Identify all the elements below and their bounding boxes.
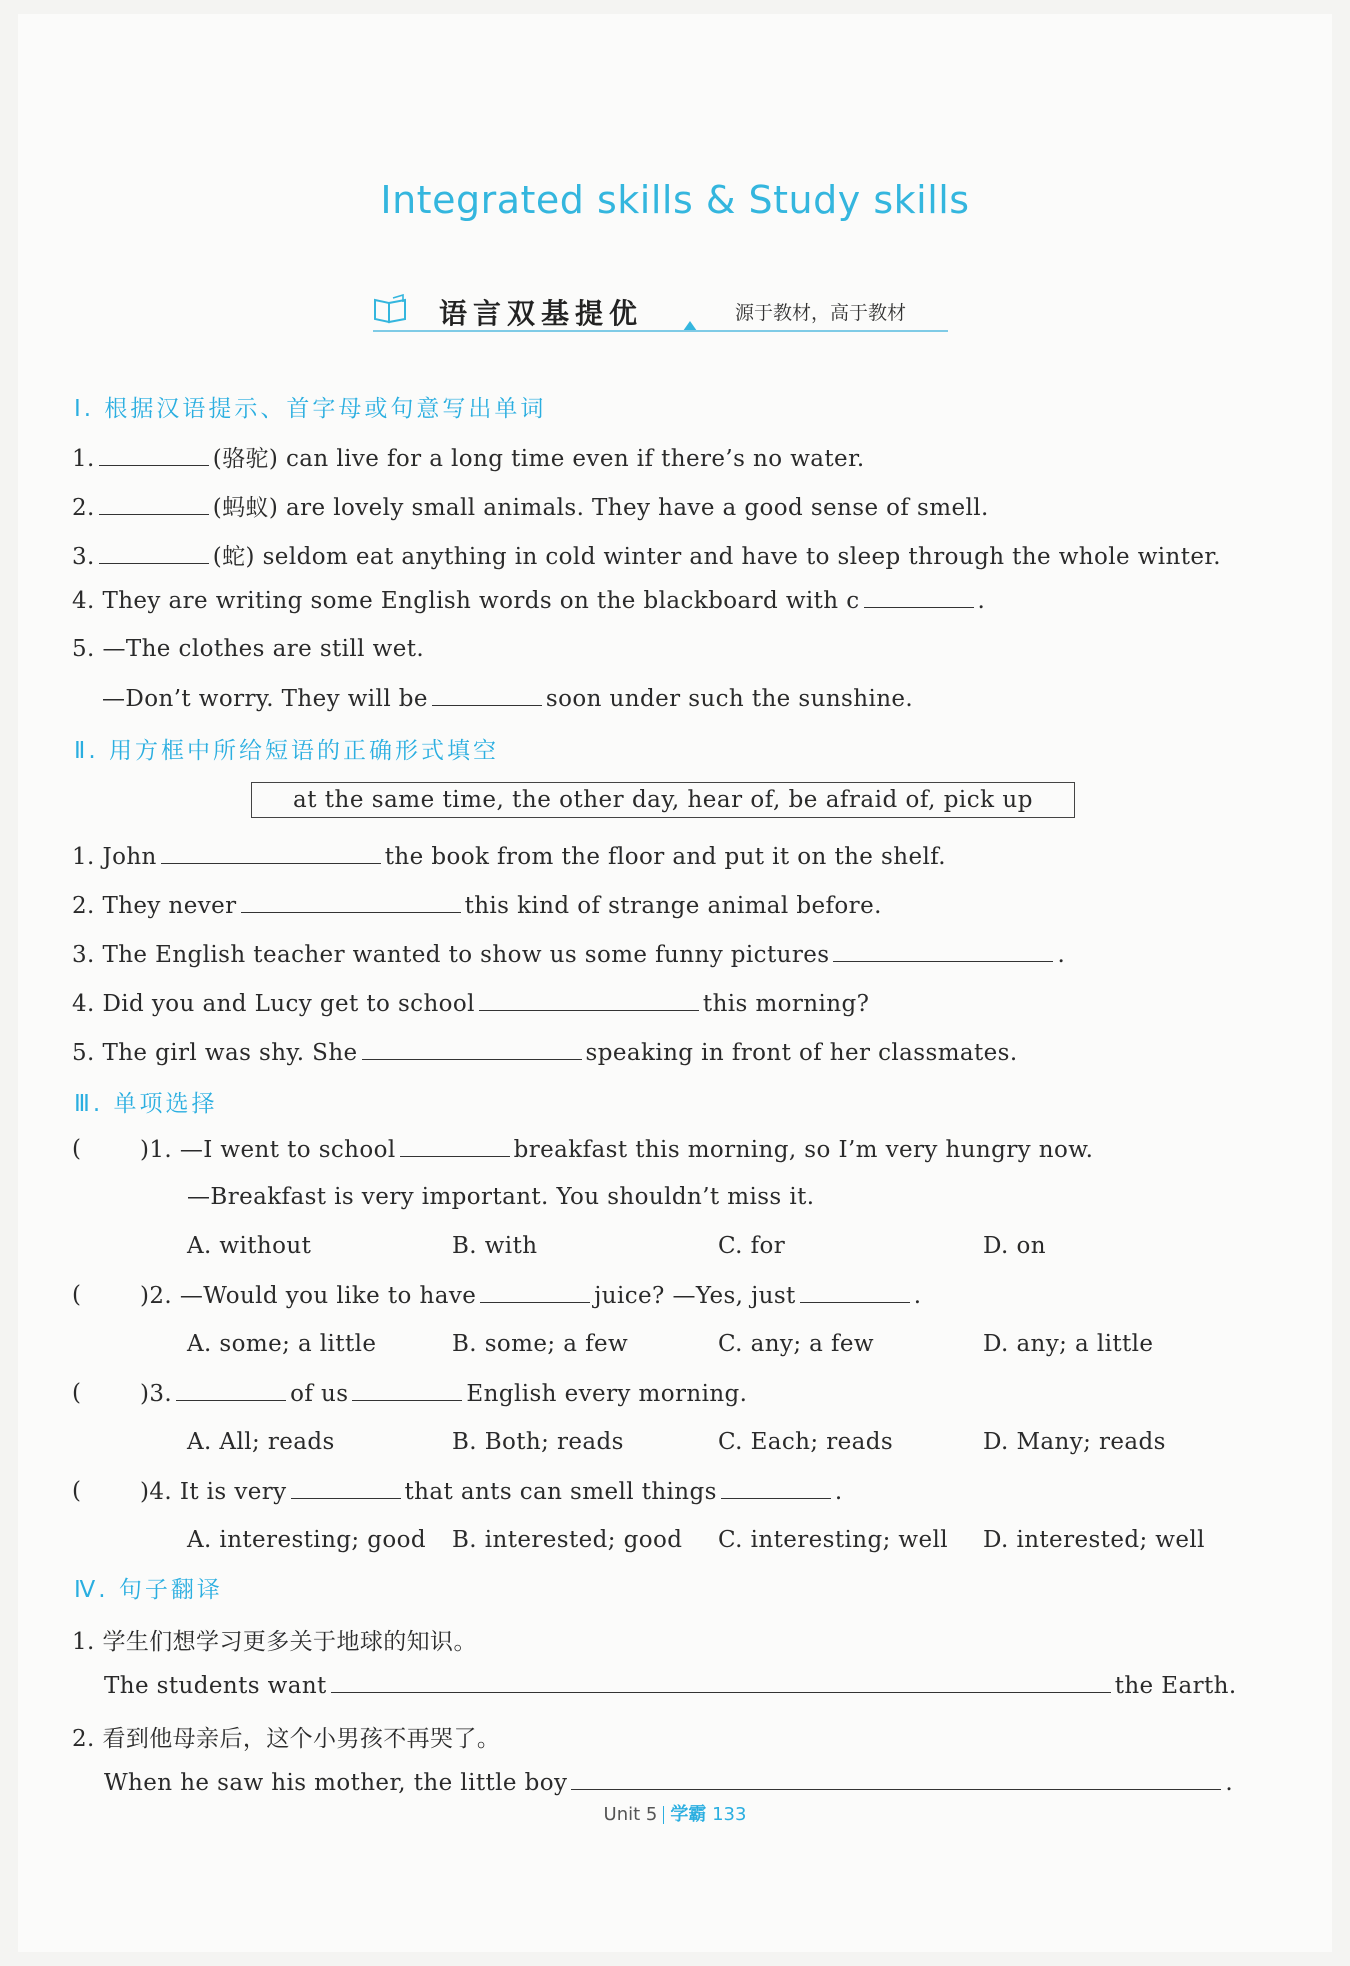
brand-label: 学霸 (670, 1804, 707, 1825)
question-2-5: 5. The girl was shy. She speaking in front of her classmates. (72, 1040, 1018, 1066)
question-1-5b: —Don’t worry. They will be soon under such the sunshine. (102, 686, 914, 712)
question-2-1: 1. John the book from the floor and put it on the shelf. (72, 844, 947, 870)
answer-blank[interactable] (400, 1136, 510, 1157)
page-footer (0, 1800, 1350, 1826)
option-a[interactable]: A. some; a little (187, 1331, 377, 1357)
section-heading-4: Ⅳ. 句子翻译 (74, 1577, 223, 1603)
answer-blank[interactable] (833, 941, 1053, 962)
option-c[interactable]: C. any; a few (718, 1331, 875, 1357)
answer-blank[interactable] (362, 1039, 582, 1060)
option-c[interactable]: C. interesting; well (718, 1527, 949, 1553)
section-heading-1: Ⅰ. 根据汉语提示、首字母或句意写出单词 (74, 396, 547, 422)
question-4-2-chinese: 2. 看到他母亲后，这个小男孩不再哭了。 (72, 1726, 501, 1752)
answer-blank[interactable] (99, 494, 209, 515)
question-3-1: )1. —I went to school breakfast this morning, so I’m very hungry now. (140, 1137, 1094, 1163)
answer-blank[interactable] (99, 445, 209, 466)
answer-blank[interactable] (800, 1282, 910, 1303)
answer-blank[interactable] (480, 1282, 590, 1303)
footer-divider (663, 1806, 664, 1824)
answer-blank[interactable] (176, 1380, 286, 1401)
question-3-1-reply: —Breakfast is very important. You shouldn’t miss it. (187, 1184, 815, 1210)
answer-paren[interactable]: ( (72, 1282, 82, 1308)
banner-title: 语言双基提优 (439, 297, 644, 330)
answer-blank[interactable] (99, 543, 209, 564)
section-heading-2: Ⅱ. 用方框中所给短语的正确形式填空 (74, 738, 499, 764)
question-4-2: When he saw his mother, the little boy . (104, 1770, 1234, 1796)
option-c[interactable]: C. for (718, 1233, 786, 1259)
option-d[interactable]: D. on (983, 1233, 1046, 1259)
answer-blank[interactable] (721, 1478, 831, 1499)
book-icon (373, 294, 407, 324)
answer-blank[interactable] (479, 990, 699, 1011)
question-1-1: 1. (骆驼) can live for a long time even if there’s no water. (72, 446, 865, 472)
phrase-box: at the same time, the other day, hear of, be afraid of, pick up (251, 782, 1075, 818)
answer-paren[interactable]: ( (72, 1136, 82, 1162)
page-title: Integrated skills & Study skills (380, 178, 970, 222)
answer-blank[interactable] (864, 587, 974, 608)
banner-subtitle: 源于教材，高于教材 (735, 302, 907, 324)
option-b[interactable]: B. interested; good (452, 1527, 683, 1553)
question-1-2: 2. (蚂蚁) are lovely small animals. They have a good sense of smell. (72, 495, 989, 521)
question-3-4: )4. It is very that ants can smell things . (140, 1479, 843, 1505)
answer-blank[interactable] (161, 843, 381, 864)
option-b[interactable]: B. with (452, 1233, 538, 1259)
answer-blank[interactable] (432, 685, 542, 706)
option-d[interactable]: D. any; a little (983, 1331, 1154, 1357)
option-d[interactable]: D. interested; well (983, 1527, 1205, 1553)
option-b[interactable]: B. some; a few (452, 1331, 629, 1357)
section-heading-3: Ⅲ. 单项选择 (74, 1091, 218, 1117)
answer-paren[interactable]: ( (72, 1478, 82, 1504)
answer-blank[interactable] (352, 1380, 462, 1401)
answer-paren[interactable]: ( (72, 1380, 82, 1406)
option-c[interactable]: C. Each; reads (718, 1429, 894, 1455)
option-b[interactable]: B. Both; reads (452, 1429, 624, 1455)
question-1-4: 4. They are writing some English words on the blackboard with c . (72, 588, 986, 614)
unit-label: Unit 5 (603, 1804, 658, 1825)
answer-blank[interactable] (241, 892, 461, 913)
option-a[interactable]: A. interesting; good (187, 1527, 426, 1553)
question-2-4: 4. Did you and Lucy get to school this morning? (72, 991, 870, 1017)
question-3-3: )3. of us English every morning. (140, 1381, 748, 1407)
question-4-1: The students want the Earth. (104, 1673, 1237, 1699)
option-d[interactable]: D. Many; reads (983, 1429, 1166, 1455)
question-4-1-chinese: 1. 学生们想学习更多关于地球的知识。 (72, 1629, 477, 1655)
question-3-2: )2. —Would you like to have juice? —Yes, just . (140, 1283, 922, 1309)
page-number: 133 (712, 1804, 747, 1825)
option-a[interactable]: A. All; reads (187, 1429, 335, 1455)
question-2-3: 3. The English teacher wanted to show us some funny pictures . (72, 942, 1066, 968)
question-1-5a: 5. —The clothes are still wet. (72, 636, 425, 662)
answer-blank[interactable] (331, 1672, 1111, 1693)
banner-rule (373, 330, 948, 332)
answer-blank[interactable] (291, 1478, 401, 1499)
answer-blank[interactable] (571, 1769, 1221, 1790)
option-a[interactable]: A. without (187, 1233, 312, 1259)
question-2-2: 2. They never this kind of strange animal before. (72, 893, 882, 919)
question-1-3: 3. (蛇) seldom eat anything in cold winter and have to sleep through the whole winter. (72, 544, 1222, 570)
section-banner (373, 292, 948, 332)
